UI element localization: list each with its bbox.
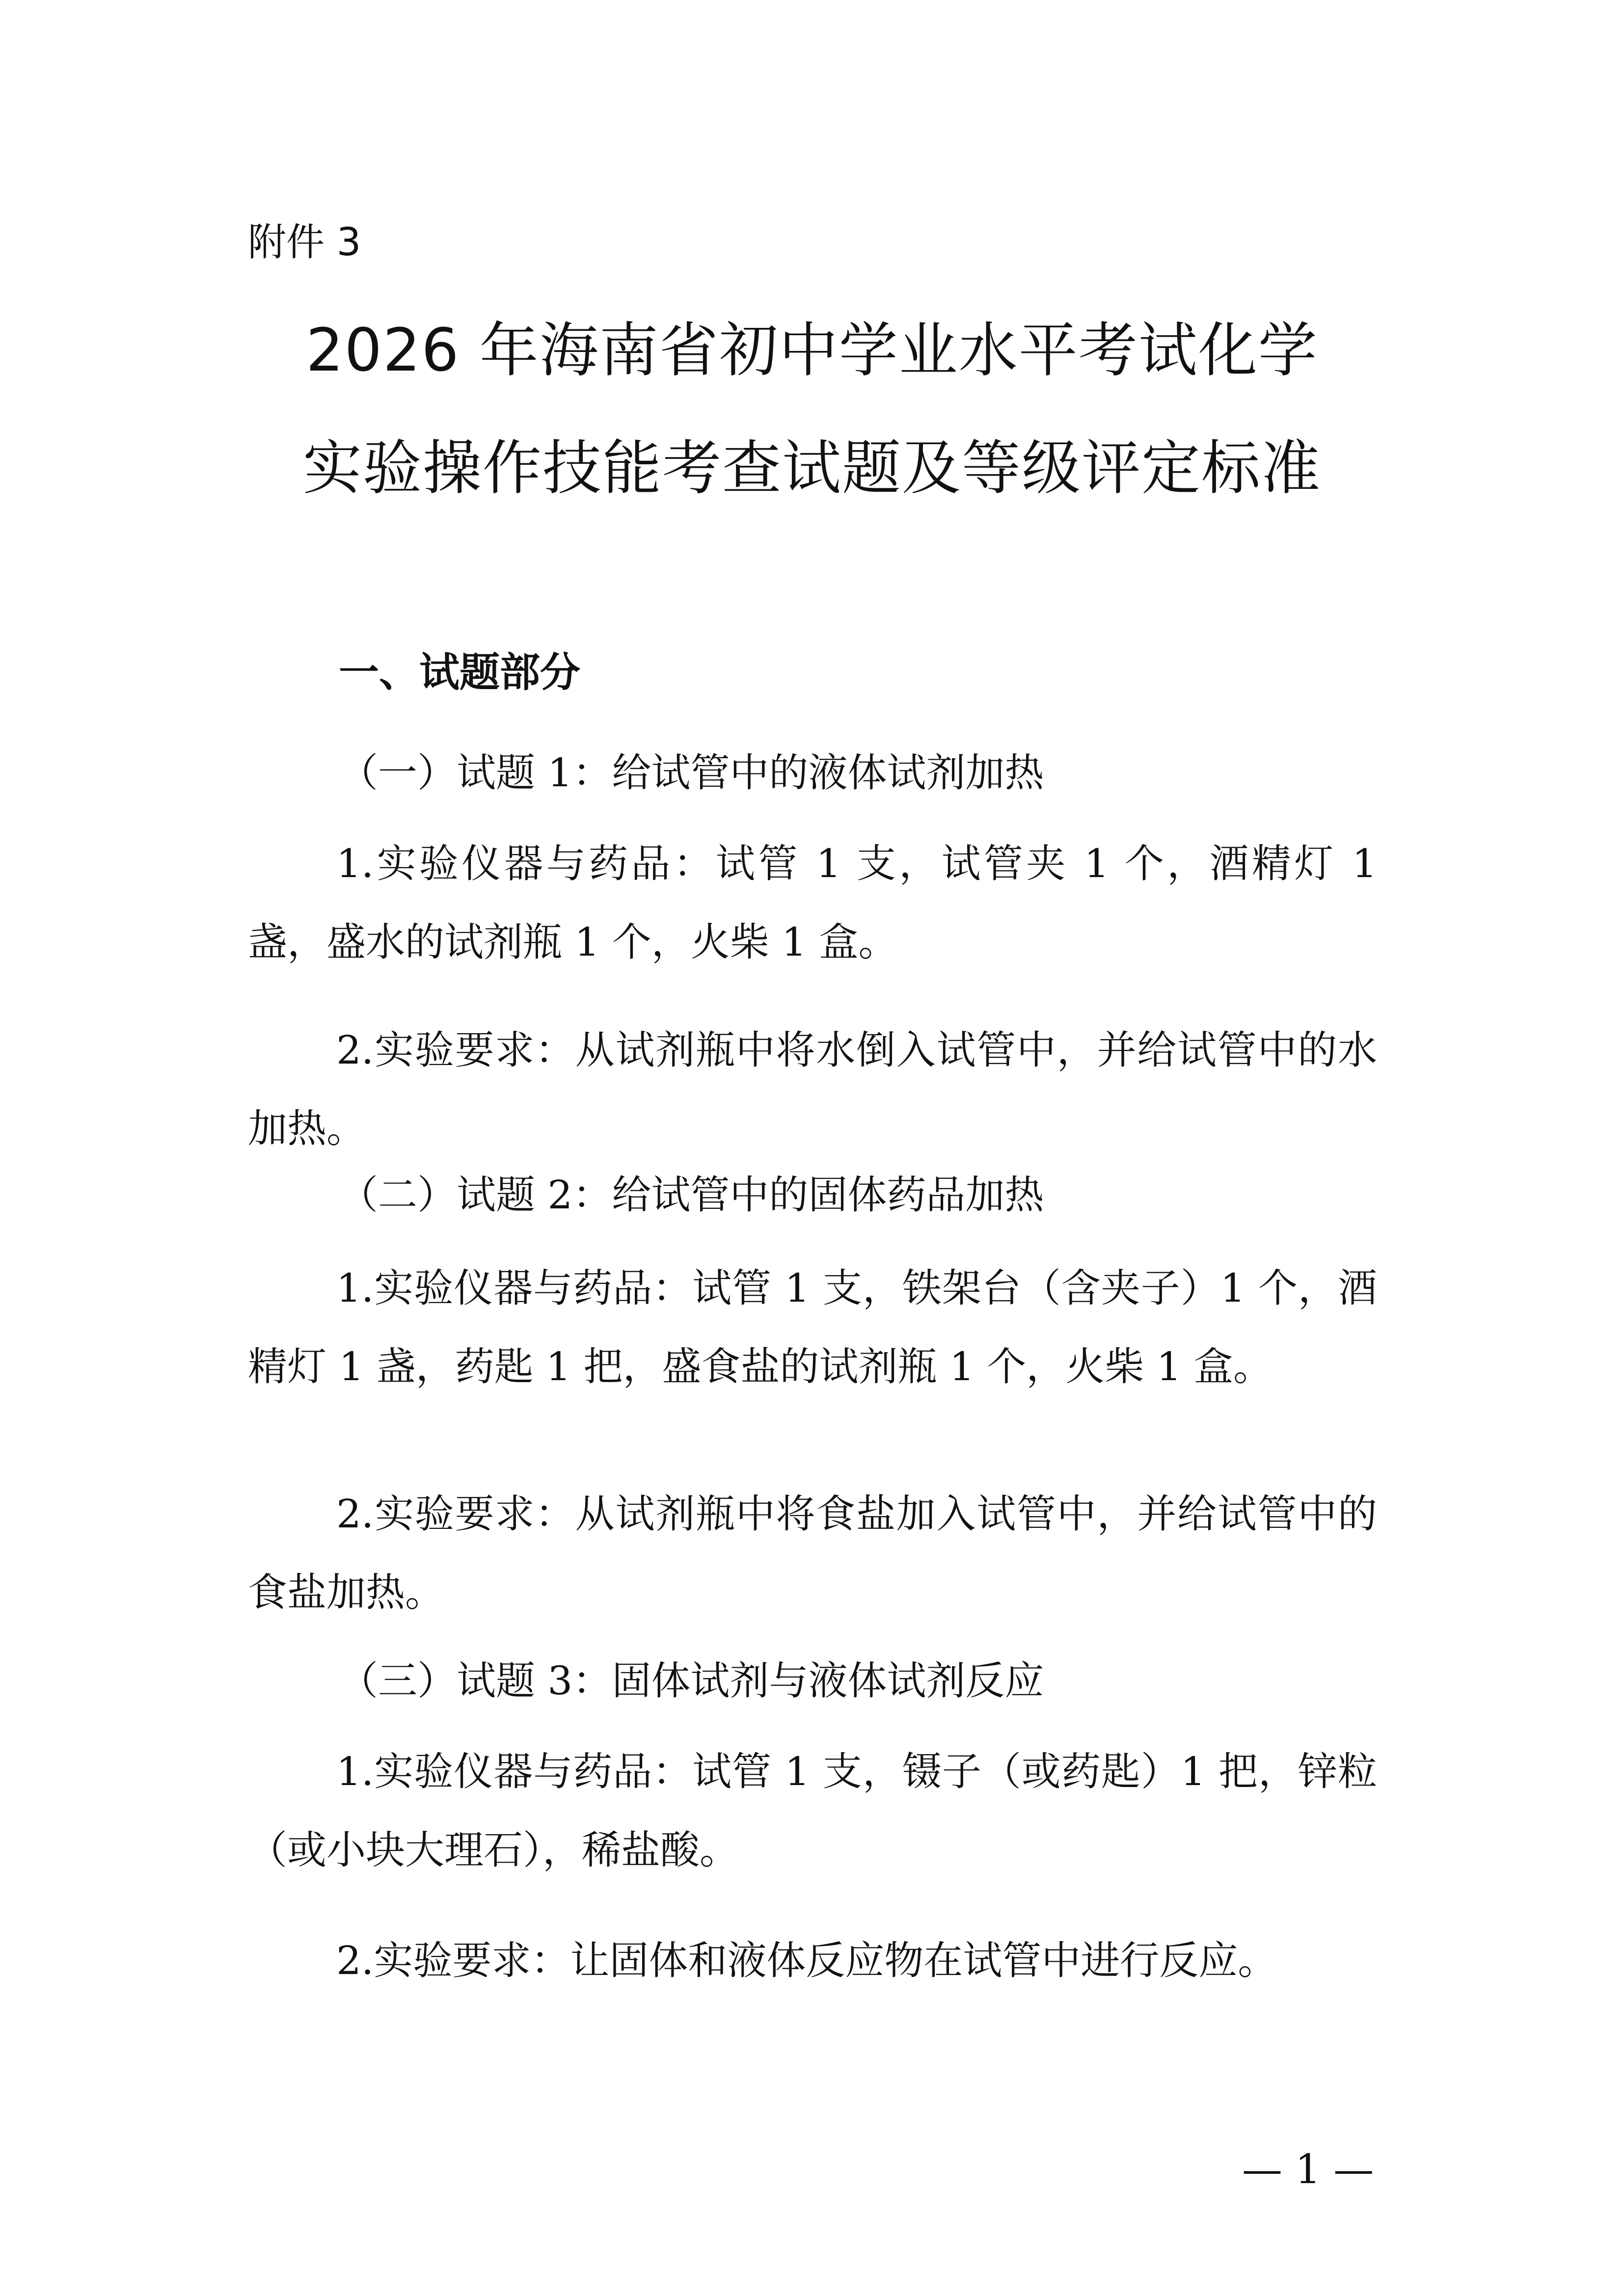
question-3-title: （三）试题 3：固体试剂与液体试剂反应 xyxy=(339,1658,1044,1704)
page-number: — 1 — xyxy=(1242,2146,1374,2193)
question-2-title: （二）试题 2：给试管中的固体药品加热 xyxy=(339,1172,1044,1218)
attachment-label: 附件 3 xyxy=(248,220,361,265)
question-3-item-2: 2.实验要求：让固体和液体反应物在试管中进行反应。 xyxy=(336,1938,1277,1983)
document-title-line-1: 2026 年海南省初中学业水平考试化学 xyxy=(306,317,1318,385)
question-3-item-1: 1.实验仪器与药品：试管 1 支，镊子（或药匙）1 把，锌粒（或小块大理石），稀盐酸。 xyxy=(248,1749,1377,1873)
document-title-line-2: 实验操作技能考查试题及等级评定标准 xyxy=(303,434,1321,503)
question-1-item-2: 2.实验要求：从试剂瓶中将水倒入试管中，并给试管中的水加热。 xyxy=(248,1027,1377,1151)
question-2-item-2: 2.实验要求：从试剂瓶中将食盐加入试管中，并给试管中的食盐加热。 xyxy=(248,1491,1377,1615)
question-1-item-1: 1.实验仪器与药品：试管 1 支，试管夹 1 个，酒精灯 1 盏，盛水的试剂瓶 1 个，火柴 1 盒。 xyxy=(248,841,1377,965)
question-2-item-1: 1.实验仪器与药品：试管 1 支，铁架台（含夹子）1 个，酒精灯 1 盏，药匙 1 把，盛食盐的试剂瓶 1 个，火柴 1 盒。 xyxy=(248,1265,1377,1389)
section-heading: 一、试题部分 xyxy=(339,649,581,696)
question-1-title: （一）试题 1：给试管中的液体试剂加热 xyxy=(339,750,1044,796)
